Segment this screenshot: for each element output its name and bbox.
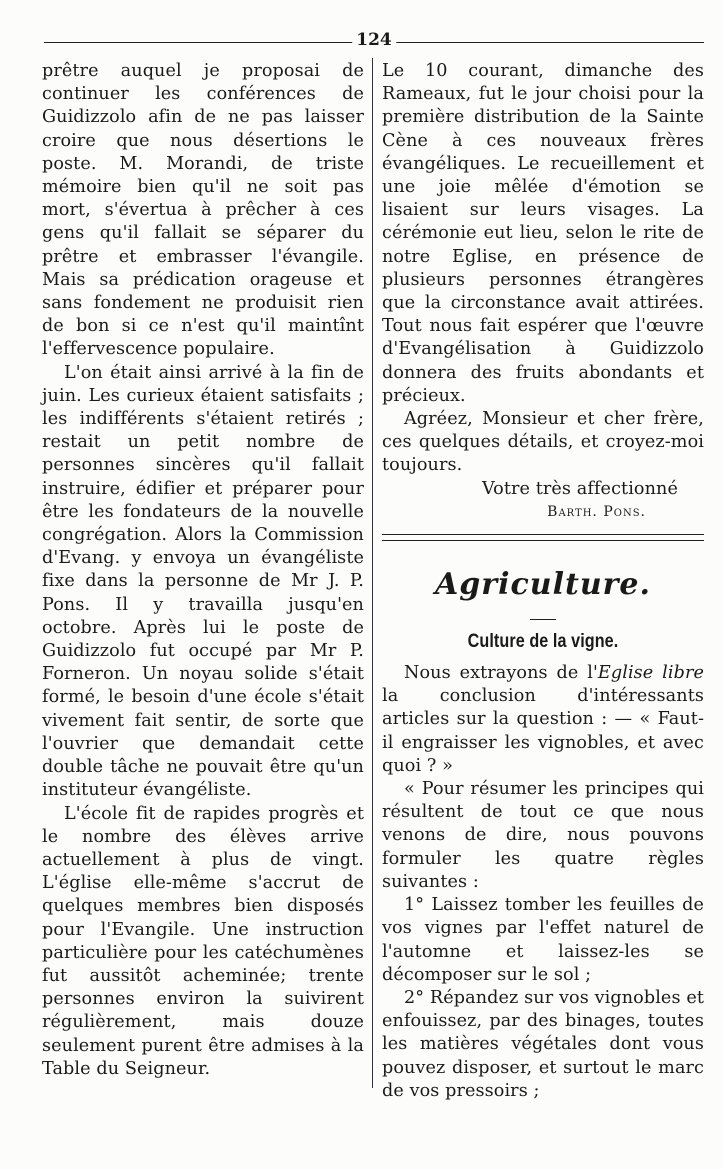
right-column	[382, 60, 704, 1103]
page-header	[44, 30, 704, 50]
rule-2: 2° Répandez sur vos vignobles et enfouissez, par des binages, toutes les matières végétales dont vous pouvez disposer, et surtout le marc de vos pressoirs ;	[382, 987, 704, 1101]
rule-1: 1° Laissez tomber les feuilles de vos vignes par l'effet naturel de l'automne et laissez-les se décomposer sur le sol ;	[382, 895, 704, 985]
closing-paragraph: Agréez, Monsieur et cher frère, ces quelques détails, et croyez-moi toujours.	[382, 409, 704, 476]
intro-source-italic: Eglise libre	[597, 663, 704, 684]
section-divider	[382, 534, 704, 541]
signature-line: Votre très affectionné	[481, 478, 678, 499]
intro-text-before: Nous extrayons de l'	[404, 663, 598, 684]
column-divider	[372, 58, 373, 1088]
article-intro	[382, 662, 704, 778]
intro-text-after: la conclusion d'intéressants articles sur la question : — « Faut-il engraisser les vignobles, et avec quoi ? »	[382, 686, 704, 776]
right-paragraph-1: Le 10 courant, dimanche des Rameaux, fut le jour choisi pour la première distribution de la Sainte Cène à ces nouveaux frères évangéliques. Le recueillement et une joie mêlée d'émotion se lisaient sur leurs visages. La cérémonie eut lieu, selon le rite de notre Eglise, en présence de plusieurs personnes étrangères que la circonstance avait attirées. Tout nous fait espérer que l'œuvre d'Evangélisation à Guidizzolo donnera des fruits abondants et précieux.	[382, 61, 704, 406]
left-paragraph-3: L'école fit de rapides progrès et le nombre des élèves arrive actuellement à plus de vingt. L'église elle-même s'accrut de quelques membres bien disposés pour l'Evangile. Une instruction particulière pour les catéchumènes fut aussitôt acheminée; trente personnes environ la suivirent régulièrement, mais douze seulement purent être admises à la Table du Seigneur.	[42, 803, 364, 1079]
left-paragraph-1: prêtre auquel je proposai de continuer les conférences de Guidizzolo afin de ne pas laisser croire que nous désertions le poste. M. Morandi, de triste mémoire bien qu'il ne soit pas mort, s'évertua à prêcher à ces gens qu'il fallait se séparer du prêtre et embrasser l'évangile. Mais sa prédication orageuse et sans fondement ne produisit rien de bon si ce n'est qu'il maintînt l'effervescence populaire.	[42, 61, 364, 360]
title-dash	[530, 619, 556, 620]
article-title: Culture de la vigne.	[467, 631, 619, 653]
signature-name: Barth. Pons.	[547, 503, 646, 520]
article-quote: « Pour résumer les principes qui résultent de tout ce que nous venons de dire, nous pouvons formuler les quatre règles suivantes :	[382, 779, 704, 892]
section-title: Agriculture.	[435, 567, 651, 603]
left-column	[42, 60, 364, 1081]
page-number: 124	[352, 30, 396, 50]
left-paragraph-2: L'on était ainsi arrivé à la fin de juin. Les curieux étaient satisfaits ; les indifférents s'étaient retirés ; restait un petit nombre de personnes sincères qu'il fallait instruire, édifier et préparer pour être les fondateurs de la nouvelle congrégation. Alors la Commission d'Evang. y envoya un évangéliste fixe dans la personne de Mr J. P. Pons. Il y travailla jusqu'en octobre. Après lui le poste de Guidizzolo fut occupé par Mr P. Forneron. Un noyau solide s'était formé, le besoin d'une école s'était vivement fait sentir, de sorte que l'ouvrier que demandait cette double tâche ne pouvait être qu'un instituteur évangéliste.	[42, 362, 364, 801]
